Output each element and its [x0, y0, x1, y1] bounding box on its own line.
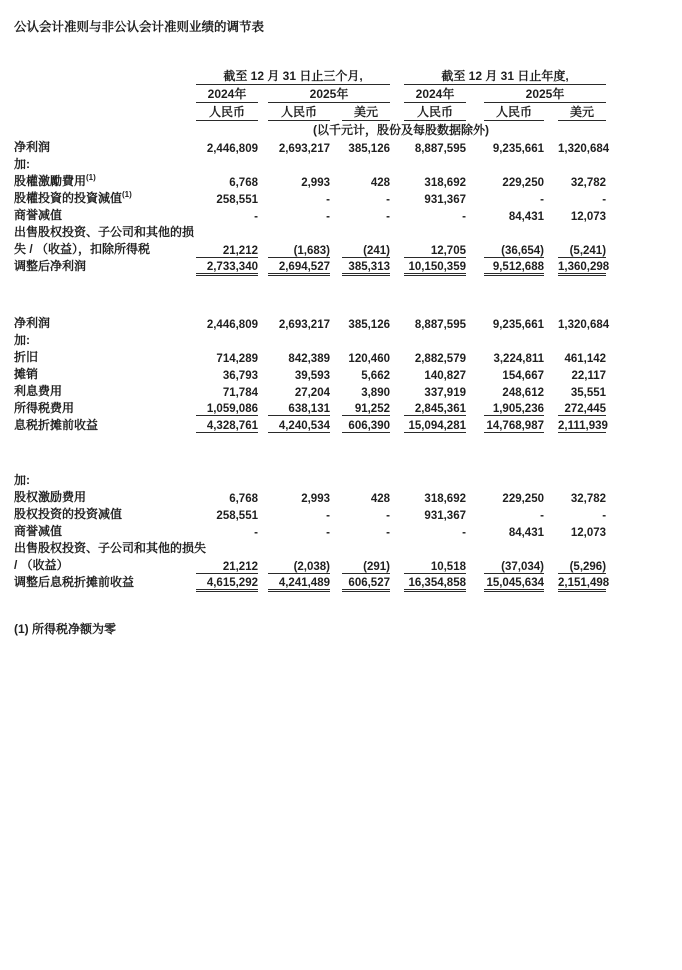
cell-value: -: [326, 527, 330, 539]
cell-value: 5,662: [361, 369, 390, 382]
cell-value: 84,431: [508, 527, 544, 539]
row-label: 加:: [14, 473, 30, 487]
cell-value: 2,694,527: [268, 257, 330, 274]
table-row: [14, 573, 606, 590]
table-row: [14, 382, 606, 399]
period-header-year: 截至 12 月 31 日止年度,: [404, 67, 606, 85]
cell-value: 12,073: [570, 527, 607, 539]
cell-value: 229,250: [502, 493, 544, 505]
cell-value: 2,733,340: [196, 257, 258, 274]
cell-value: 606,527: [342, 573, 390, 590]
cell-value: 385,126: [348, 143, 390, 155]
row-label: 商誉减值: [14, 208, 63, 222]
cell-value: 9,235,661: [492, 318, 544, 331]
cell-value: 10,518: [430, 560, 466, 573]
row-label: 股權激勵費用$^{(1)}$: [14, 173, 96, 188]
table-row: [14, 138, 606, 155]
cell-value: -: [254, 527, 258, 539]
table-row: [14, 416, 606, 433]
cell-value: [404, 471, 466, 488]
row-label: 股权激励费用: [14, 490, 87, 504]
table-row: [14, 471, 606, 488]
cell-value: 1,360,298: [558, 257, 606, 274]
cell-value: 248,612: [502, 386, 544, 399]
cell-value: 2,446,809: [206, 143, 258, 155]
cell-value: 2,151,498: [558, 573, 606, 590]
cell-value: -: [386, 527, 390, 539]
table-row: [14, 331, 606, 348]
cell-value: 3,890: [361, 386, 390, 399]
cell-value: 21,212: [222, 244, 258, 257]
row-label: 出售股权投资、子公司和其他的损失: [14, 541, 207, 555]
cell-value: [342, 539, 390, 556]
cell-value: -: [386, 510, 390, 522]
cell-value: (37,034): [501, 560, 544, 573]
row-label: 净利润: [14, 315, 51, 330]
cell-value: 461,142: [564, 352, 607, 365]
row-label: 调整后净利润: [14, 259, 87, 273]
cell-value: [196, 331, 258, 348]
cell-value: 1,320,684: [558, 143, 610, 155]
cell-value: 16,354,858: [404, 573, 466, 590]
cell-value: [342, 155, 390, 172]
row-label: 失 / （收益），扣除所得税: [14, 242, 151, 256]
cell-value: 385,313: [342, 257, 390, 274]
cell-value: [404, 539, 466, 556]
cell-value: [342, 331, 390, 348]
cell-value: 9,235,661: [492, 143, 544, 155]
cell-value: 14,768,987: [484, 416, 544, 433]
currency-header: 美元: [558, 103, 606, 121]
cell-value: [484, 331, 544, 348]
cell-value: (5,296): [569, 560, 607, 573]
year-header-2024-year: 2024年: [404, 85, 466, 103]
cell-value: 39,593: [294, 369, 330, 382]
table-row: [14, 488, 606, 505]
cell-value: 337,919: [424, 386, 466, 399]
section-gap-row: [14, 433, 606, 472]
row-label: 出售股权投资、子公司和其他的损: [14, 225, 195, 239]
cell-value: [558, 155, 606, 172]
cell-value: [558, 471, 606, 488]
cell-value: 4,328,761: [196, 416, 258, 433]
cell-value: 2,845,361: [414, 403, 466, 415]
row-label: 加:: [14, 332, 30, 347]
table-row: [14, 155, 606, 172]
cell-value: 606,390: [342, 416, 390, 433]
cell-value: 154,667: [502, 369, 544, 382]
cell-value: [404, 223, 466, 240]
cell-value: [268, 331, 330, 348]
cell-value: 2,993: [301, 493, 330, 505]
cell-value: -: [326, 211, 330, 223]
table-row: [14, 257, 606, 274]
row-label: 股权投资的投资减值: [14, 507, 123, 521]
currency-header: 人民币: [404, 103, 466, 121]
cell-value: 84,431: [508, 211, 544, 223]
cell-value: [196, 471, 258, 488]
cell-value: 931,367: [424, 510, 466, 522]
period-header-quarter: 截至 12 月 31 日止三个月,: [196, 67, 390, 85]
cell-value: 385,126: [348, 318, 390, 331]
year-header-2024-quarter: 2024年: [196, 85, 258, 103]
cell-value: -: [540, 510, 544, 522]
cell-value: 258,551: [216, 194, 258, 206]
section-gap-row: [14, 274, 606, 314]
cell-value: 27,204: [294, 386, 330, 399]
page-title: 公认会计准则与非公认会计准则业绩的调节表: [14, 20, 265, 34]
cell-value: 22,117: [571, 369, 607, 382]
cell-value: 272,445: [564, 403, 607, 415]
cell-value: 8,887,595: [414, 318, 466, 331]
cell-value: -: [326, 510, 330, 522]
cell-value: [196, 155, 258, 172]
row-label: 股權投資的投資減值$^{(1)}$: [14, 190, 132, 205]
cell-value: 428: [370, 177, 390, 189]
cell-value: (1,683): [293, 244, 330, 257]
cell-value: [484, 155, 544, 172]
cell-value: -: [540, 194, 544, 206]
cell-value: 318,692: [424, 493, 466, 505]
table-row: [14, 240, 606, 257]
cell-value: 2,446,809: [206, 318, 258, 331]
cell-value: 318,692: [424, 177, 466, 189]
table-body: [14, 138, 610, 590]
cell-value: 2,693,217: [278, 318, 330, 331]
cell-value: [268, 223, 330, 240]
cell-value: 1,905,236: [492, 403, 544, 415]
cell-value: -: [254, 211, 258, 223]
table-row: [14, 348, 606, 365]
row-label: 摊销: [14, 366, 39, 381]
currency-header: 人民币: [268, 103, 330, 121]
year-header-row: [14, 85, 606, 103]
footnote-marker: (1): [86, 173, 96, 182]
table-row: [14, 189, 606, 206]
row-label: 所得税费用: [14, 400, 75, 415]
cell-value: 428: [370, 493, 390, 505]
cell-value: 1,059,086: [206, 403, 258, 415]
currency-header: 美元: [342, 103, 390, 121]
cell-value: 258,551: [216, 510, 258, 522]
cell-value: 12,705: [430, 244, 466, 257]
cell-value: 2,882,579: [414, 352, 466, 365]
row-label: 商誉减值: [14, 524, 63, 538]
row-label: 息税折摊前收益: [14, 417, 99, 432]
cell-value: 120,460: [348, 352, 390, 365]
year-header-2025-year: 2025年: [484, 85, 606, 103]
cell-value: 36,793: [222, 369, 258, 382]
cell-value: 35,551: [570, 386, 607, 399]
cell-value: 32,782: [570, 493, 607, 505]
row-label: 净利润: [14, 140, 51, 154]
row-label: 利息费用: [14, 383, 63, 398]
year-header-2025-quarter: 2025年: [268, 85, 390, 103]
cell-value: [558, 223, 606, 240]
row-label: 加:: [14, 157, 30, 171]
currency-header-row: [14, 103, 606, 121]
row-label: / （收益）: [14, 558, 69, 572]
cell-value: [558, 331, 606, 348]
gaap-reconciliation-table: [14, 67, 610, 592]
unit-note: (以千元计，股份及每股数据除外): [313, 123, 490, 137]
cell-value: [268, 471, 330, 488]
cell-value: 8,887,595: [414, 143, 466, 155]
table-row: [14, 314, 606, 331]
cell-value: -: [462, 211, 466, 223]
footnote-marker: (1): [122, 190, 132, 199]
cell-value: (2,038): [293, 560, 330, 573]
cell-value: 4,241,489: [268, 573, 330, 590]
cell-value: 15,094,281: [404, 416, 466, 433]
cell-value: 2,111,939: [558, 416, 606, 433]
unit-note-row: [14, 121, 606, 139]
table-row: [14, 539, 606, 556]
cell-value: -: [386, 194, 390, 206]
table-row: [14, 399, 606, 416]
row-label: 折旧: [14, 349, 39, 364]
cell-value: [558, 539, 606, 556]
cell-value: -: [326, 194, 330, 206]
table-row: [14, 365, 606, 382]
cell-value: [342, 471, 390, 488]
cell-value: [404, 331, 466, 348]
cell-value: (241): [363, 244, 390, 257]
table-row: [14, 505, 606, 522]
cell-value: (36,654): [501, 244, 544, 257]
cell-value: 229,250: [502, 177, 544, 189]
cell-value: 931,367: [424, 194, 466, 206]
cell-value: 12,073: [570, 211, 607, 223]
cell-value: [484, 471, 544, 488]
cell-value: 32,782: [570, 177, 607, 189]
row-label: 调整后息税折摊前收益: [14, 575, 135, 589]
cell-value: (291): [363, 560, 390, 573]
table-row: [14, 556, 606, 573]
cell-value: 4,240,534: [268, 416, 330, 433]
cell-value: (5,241): [569, 244, 607, 257]
cell-value: 91,252: [354, 403, 390, 415]
cell-value: [268, 155, 330, 172]
cell-value: 4,615,292: [196, 573, 258, 590]
cell-value: 6,768: [229, 493, 258, 505]
table-row: [14, 206, 606, 223]
currency-header: 人民币: [196, 103, 258, 121]
cell-value: 9,512,688: [484, 257, 544, 274]
table-row: [14, 172, 606, 189]
currency-header: 人民币: [484, 103, 544, 121]
cell-value: 71,784: [222, 386, 258, 399]
cell-value: 3,224,811: [493, 352, 544, 365]
cell-value: 842,389: [288, 352, 330, 365]
cell-value: 714,289: [216, 352, 258, 365]
cell-value: [404, 155, 466, 172]
cell-value: [268, 539, 330, 556]
cell-value: 140,827: [424, 369, 466, 382]
cell-value: 21,212: [222, 560, 258, 573]
cell-value: [484, 539, 544, 556]
table-row: [14, 522, 606, 539]
cell-value: 15,045,634: [484, 573, 544, 590]
cell-value: -: [602, 510, 607, 522]
table-row: [14, 223, 606, 240]
footnote: (1) 所得税净额为零: [14, 621, 117, 636]
cell-value: -: [462, 527, 466, 539]
cell-value: 10,150,359: [404, 257, 466, 274]
cell-value: 6,768: [229, 177, 258, 189]
cell-value: 1,320,684: [558, 318, 610, 331]
cell-value: -: [602, 194, 607, 206]
cell-value: [342, 223, 390, 240]
cell-value: [484, 223, 544, 240]
cell-value: 2,693,217: [278, 143, 330, 155]
cell-value: [196, 223, 258, 240]
period-header-row: [14, 67, 606, 85]
cell-value: 2,993: [301, 177, 330, 189]
cell-value: 638,131: [288, 403, 330, 415]
cell-value: -: [386, 211, 390, 223]
